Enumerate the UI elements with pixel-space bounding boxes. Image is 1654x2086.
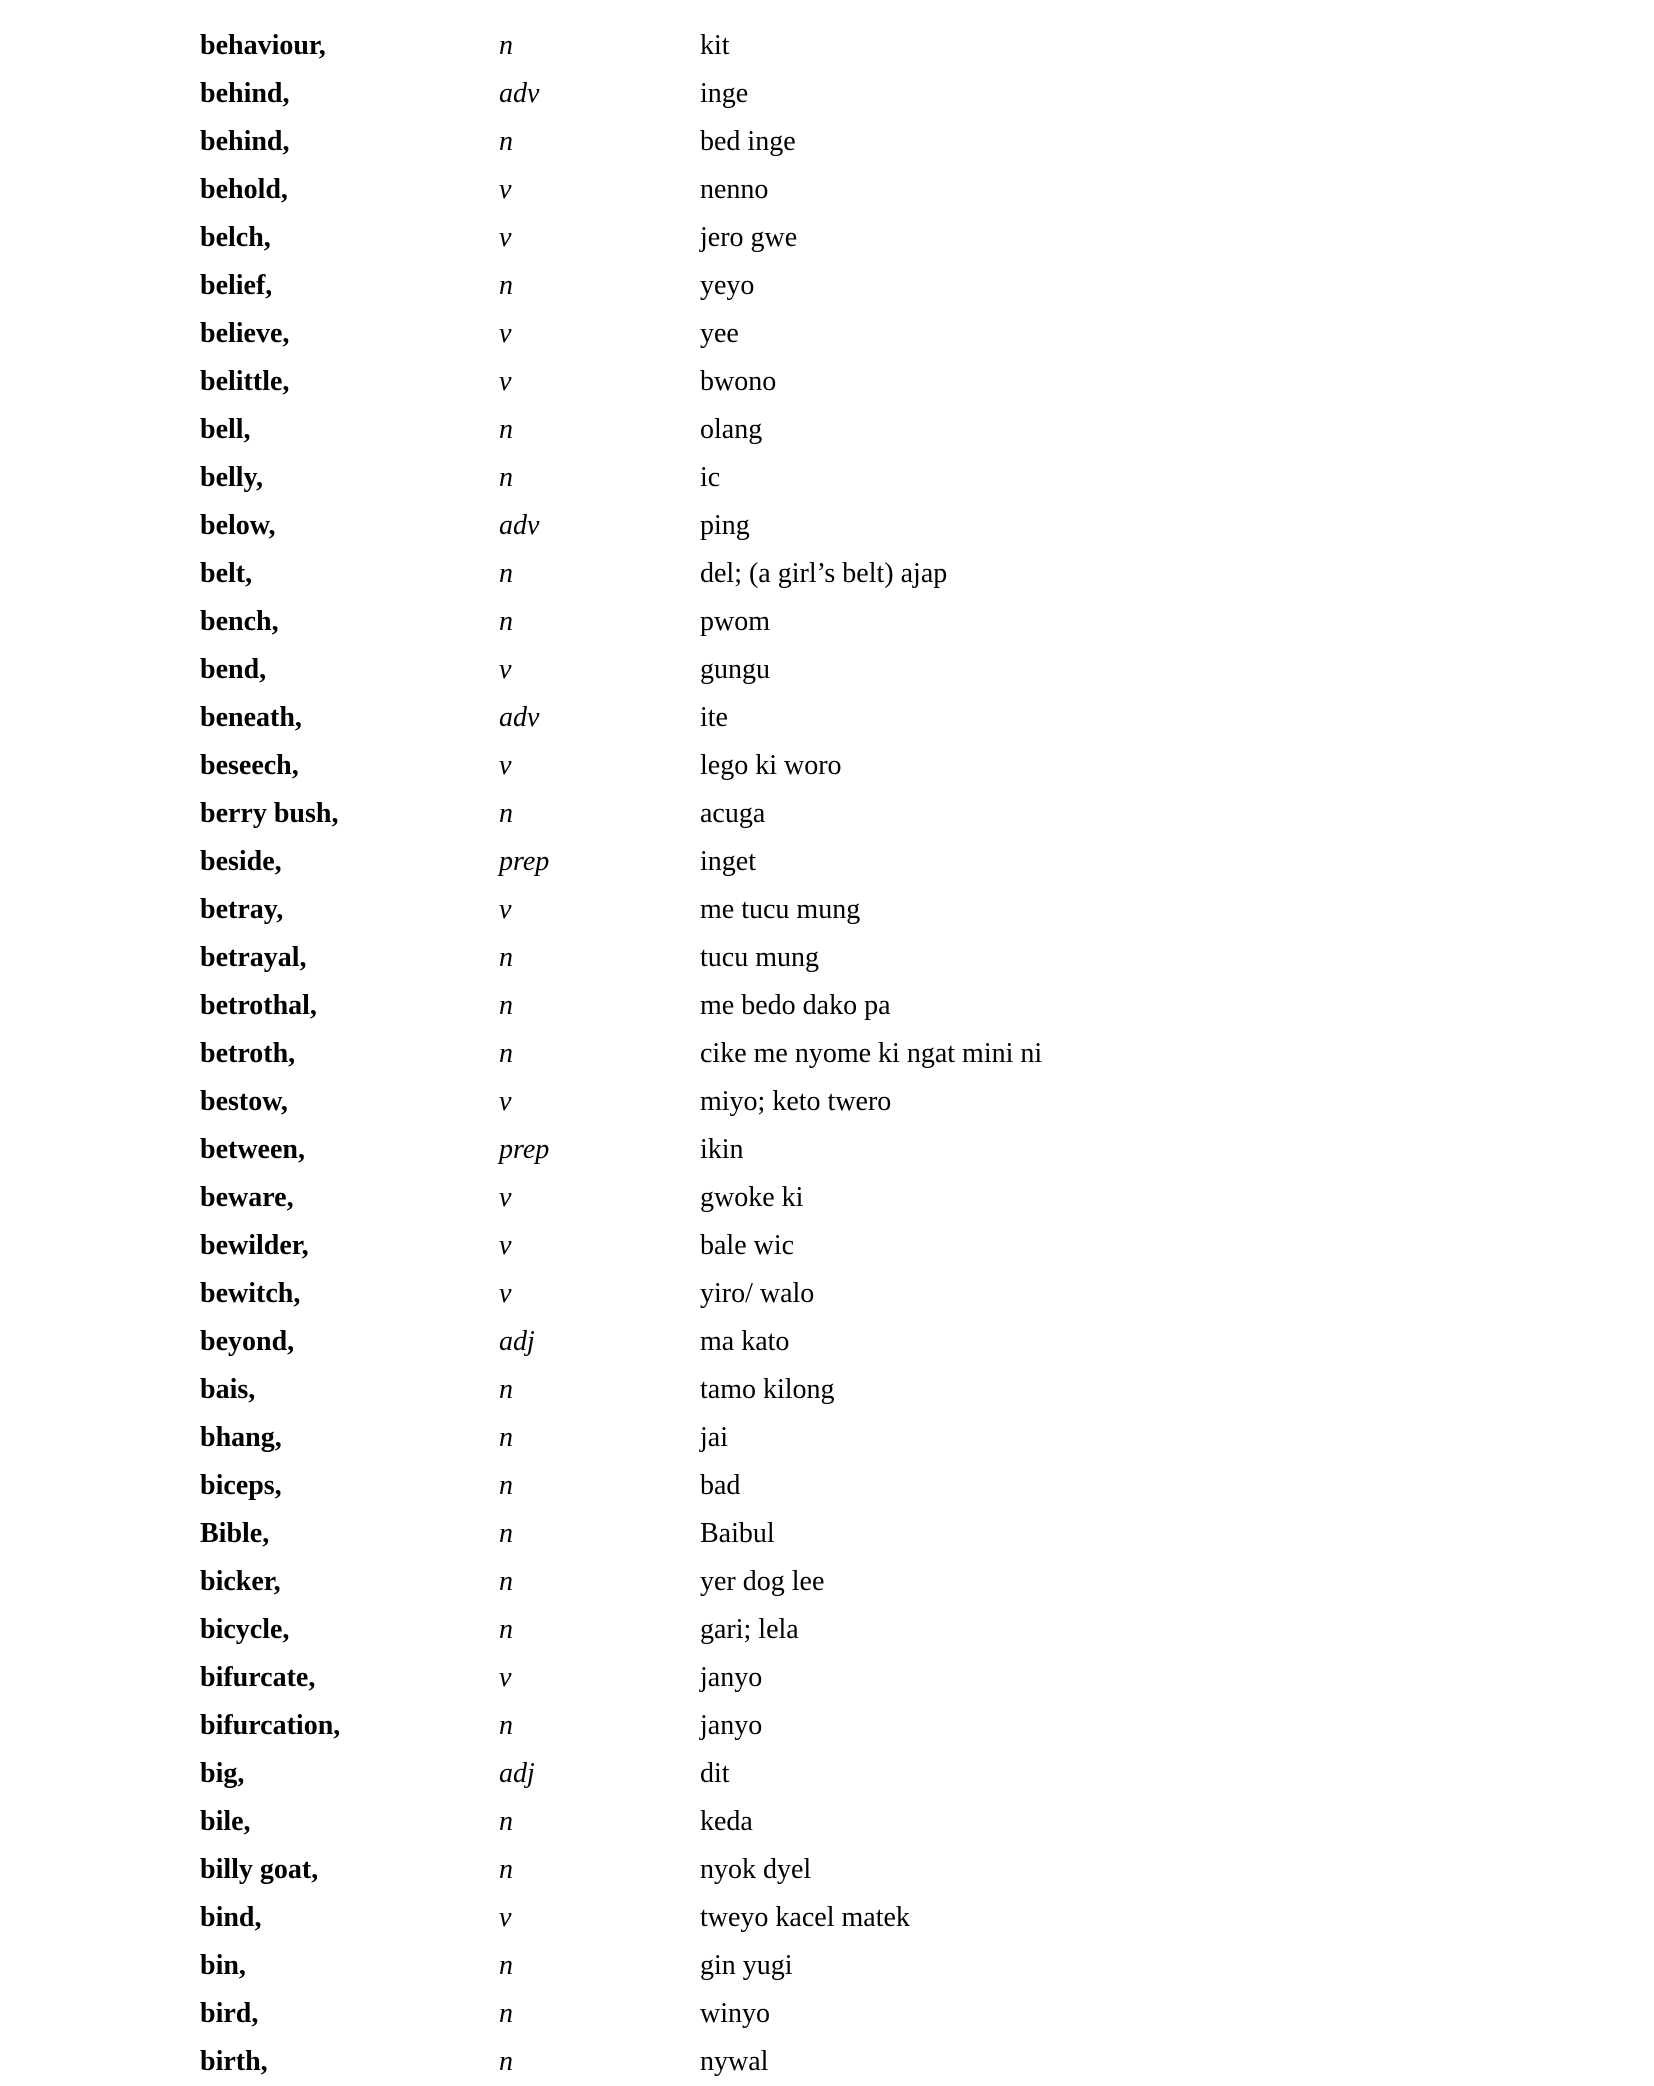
dictionary-entry [200,1174,1200,1222]
part-of-speech: v [499,174,512,205]
translation: gin yugi [700,1950,793,1981]
dictionary-entry [200,22,1200,70]
translation: yiro/ walo [700,1278,815,1309]
translation: tucu mung [700,942,819,973]
translation: kit [700,30,730,61]
headword: bifurcate, [200,1662,316,1693]
part-of-speech: n [499,1566,513,1597]
translation: miyo; keto twero [700,1086,892,1117]
headword: bewitch, [200,1278,301,1309]
part-of-speech: v [499,1902,512,1933]
part-of-speech: v [499,1230,512,1261]
part-of-speech: n [499,30,513,61]
part-of-speech: n [499,2046,513,2077]
dictionary-entry [200,70,1200,118]
translation: jero gwe [700,222,798,253]
dictionary-entry [200,1702,1200,1750]
headword: bell, [200,414,251,445]
dictionary-entry [200,310,1200,358]
dictionary-entry [200,1798,1200,1846]
dictionary-entry [200,1558,1200,1606]
dictionary-entry [200,1414,1200,1462]
dictionary-entry [200,1126,1200,1174]
translation: yer dog lee [700,1566,825,1597]
part-of-speech: v [499,1086,512,1117]
translation: ite [700,702,728,733]
dictionary-entry [200,1318,1200,1366]
dictionary-list [200,22,1200,2086]
part-of-speech: n [499,942,513,973]
headword: belittle, [200,366,290,397]
headword: betrothal, [200,990,317,1021]
translation: gungu [700,654,770,685]
part-of-speech: n [499,990,513,1021]
dictionary-entry [200,1366,1200,1414]
dictionary-entry [200,1750,1200,1798]
translation: bed inge [700,126,796,157]
dictionary-entry [200,406,1200,454]
part-of-speech: n [499,798,513,829]
headword: behind, [200,78,290,109]
headword: belt, [200,558,253,589]
translation: nywal [700,2046,769,2077]
headword: below, [200,510,276,541]
dictionary-entry [200,1462,1200,1510]
dictionary-entry [200,694,1200,742]
dictionary-entry [200,214,1200,262]
part-of-speech: adv [499,702,540,733]
headword: bicycle, [200,1614,290,1645]
translation: keda [700,1806,753,1837]
dictionary-entry [200,982,1200,1030]
part-of-speech: n [499,462,513,493]
headword: bend, [200,654,267,685]
translation: pwom [700,606,770,637]
headword: beneath, [200,702,302,733]
dictionary-entry [200,790,1200,838]
dictionary-entry [200,598,1200,646]
headword: believe, [200,318,290,349]
headword: bewilder, [200,1230,309,1261]
headword: beseech, [200,750,299,781]
translation: cike me nyome ki ngat mini ni [700,1038,1043,1069]
headword: bhang, [200,1422,282,1453]
headword: beside, [200,846,282,877]
translation: me tucu mung [700,894,861,925]
headword: betrayal, [200,942,307,973]
headword: between, [200,1134,305,1165]
translation: nyok dyel [700,1854,812,1885]
translation: bale wic [700,1230,795,1261]
headword: bile, [200,1806,251,1837]
dictionary-entry [200,742,1200,790]
dictionary-entry [200,1270,1200,1318]
headword: belief, [200,270,273,301]
part-of-speech: prep [499,846,550,877]
translation: bwono [700,366,777,397]
translation: del; (a girl’s belt) ajap [700,558,948,589]
part-of-speech: n [499,606,513,637]
part-of-speech: v [499,654,512,685]
part-of-speech: v [499,894,512,925]
translation: ikin [700,1134,744,1165]
dictionary-entry [200,1606,1200,1654]
dictionary-entry [200,1030,1200,1078]
part-of-speech: prep [499,1134,550,1165]
dictionary-entry [200,454,1200,502]
part-of-speech: n [499,1374,513,1405]
dictionary-entry [200,934,1200,982]
part-of-speech: v [499,1278,512,1309]
dictionary-entry [200,550,1200,598]
translation: gwoke ki [700,1182,804,1213]
translation: Baibul [700,1518,775,1549]
headword: behind, [200,126,290,157]
part-of-speech: n [499,1806,513,1837]
headword: birth, [200,2046,268,2077]
part-of-speech: n [499,1518,513,1549]
dictionary-entry [200,1222,1200,1270]
translation: nenno [700,174,769,205]
headword: beyond, [200,1326,295,1357]
translation: tamo kilong [700,1374,835,1405]
translation: ic [700,462,721,493]
part-of-speech: n [499,1998,513,2029]
headword: betroth, [200,1038,296,1069]
part-of-speech: n [499,1854,513,1885]
headword: belly, [200,462,264,493]
translation: yeyo [700,270,755,301]
part-of-speech: v [499,1662,512,1693]
headword: behaviour, [200,30,326,61]
part-of-speech: v [499,222,512,253]
dictionary-entry [200,358,1200,406]
part-of-speech: n [499,1470,513,1501]
dictionary-entry [200,2038,1200,2086]
headword: bestow, [200,1086,288,1117]
translation: olang [700,414,763,445]
part-of-speech: n [499,126,513,157]
headword: bais, [200,1374,256,1405]
headword: bird, [200,1998,259,2029]
part-of-speech: n [499,1614,513,1645]
headword: bicker, [200,1566,281,1597]
translation: ma kato [700,1326,790,1357]
headword: big, [200,1758,245,1789]
dictionary-entry [200,1510,1200,1558]
part-of-speech: n [499,270,513,301]
dictionary-entry [200,838,1200,886]
translation: me bedo dako pa [700,990,891,1021]
part-of-speech: v [499,318,512,349]
dictionary-entry [200,502,1200,550]
translation: dit [700,1758,730,1789]
part-of-speech: n [499,1422,513,1453]
translation: janyo [700,1710,763,1741]
headword: bench, [200,606,279,637]
translation: tweyo kacel matek [700,1902,910,1933]
translation: yee [700,318,739,349]
translation: winyo [700,1998,770,2029]
part-of-speech: adj [499,1326,535,1357]
headword: bind, [200,1902,262,1933]
part-of-speech: n [499,1038,513,1069]
dictionary-entry [200,646,1200,694]
headword: bifurcation, [200,1710,341,1741]
part-of-speech: v [499,366,512,397]
dictionary-entry [200,1942,1200,1990]
part-of-speech: v [499,750,512,781]
part-of-speech: n [499,558,513,589]
translation: ping [700,510,750,541]
part-of-speech: n [499,414,513,445]
translation: janyo [700,1662,763,1693]
dictionary-entry [200,1654,1200,1702]
dictionary-entry [200,886,1200,934]
headword: behold, [200,174,288,205]
translation: acuga [700,798,766,829]
headword: Bible, [200,1518,270,1549]
part-of-speech: n [499,1950,513,1981]
headword: berry bush, [200,798,339,829]
dictionary-entry [200,1894,1200,1942]
headword: billy goat, [200,1854,319,1885]
part-of-speech: adv [499,78,540,109]
dictionary-entry [200,1078,1200,1126]
translation: lego ki woro [700,750,842,781]
part-of-speech: n [499,1710,513,1741]
dictionary-entry [200,1846,1200,1894]
dictionary-entry [200,262,1200,310]
dictionary-entry [200,118,1200,166]
headword: beware, [200,1182,294,1213]
translation: inget [700,846,756,877]
headword: bin, [200,1950,246,1981]
headword: belch, [200,222,271,253]
headword: biceps, [200,1470,282,1501]
translation: inge [700,78,749,109]
headword: betray, [200,894,284,925]
part-of-speech: adv [499,510,540,541]
part-of-speech: adj [499,1758,535,1789]
part-of-speech: v [499,1182,512,1213]
dictionary-entry [200,1990,1200,2038]
translation: jai [700,1422,728,1453]
translation: gari; lela [700,1614,799,1645]
translation: bad [700,1470,741,1501]
dictionary-entry [200,166,1200,214]
